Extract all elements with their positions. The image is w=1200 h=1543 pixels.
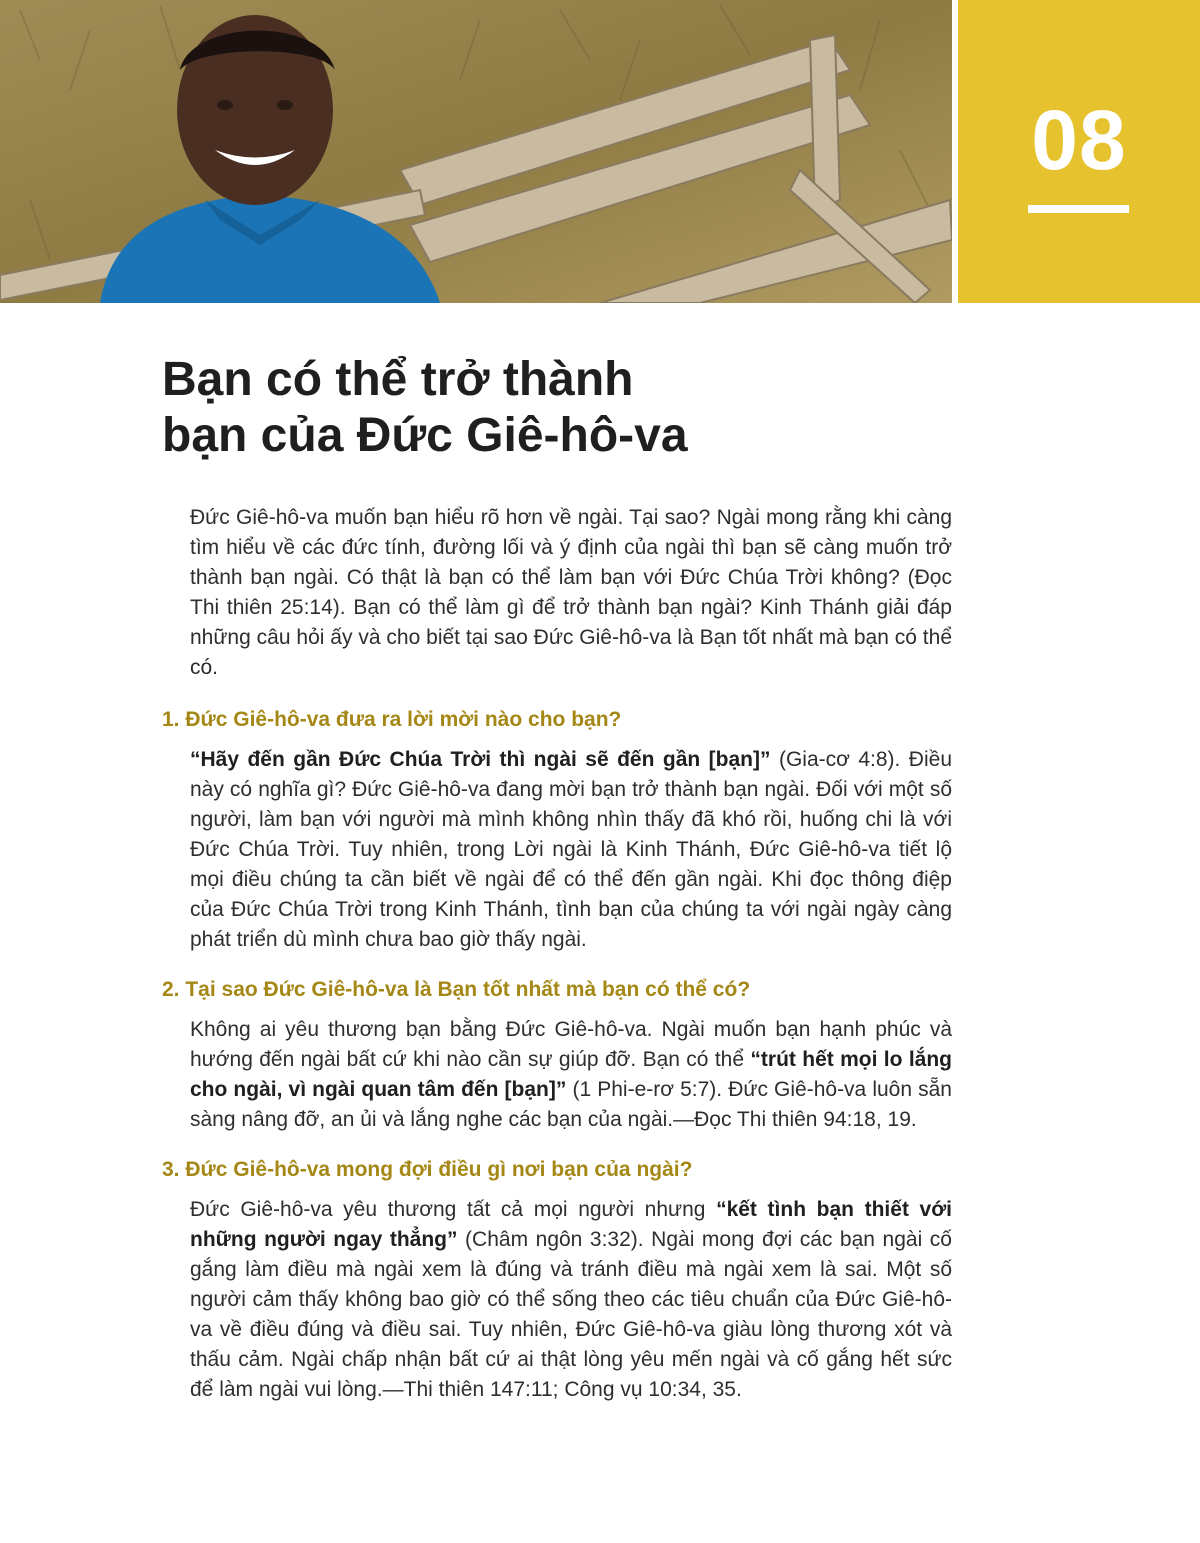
page-title — [162, 352, 922, 464]
answer-1 — [190, 745, 952, 955]
question-3: 3. Đức Giê-hô-va mong đợi điều gì nơi bạn của ngài? — [162, 1158, 693, 1181]
scripture-quote: “Hãy đến gần Đức Chúa Trời thì ngài sẽ đến gần [bạn]” — [190, 748, 771, 771]
answer-3 — [190, 1195, 952, 1405]
hero-illustration — [0, 0, 952, 303]
answer-2 — [190, 1015, 952, 1135]
lesson-content — [162, 503, 952, 1425]
question-1: 1. Đức Giê-hô-va đưa ra lời mời nào cho bạn? — [162, 708, 622, 731]
hero-photo — [0, 0, 952, 303]
question-2: 2. Tại sao Đức Giê-hô-va là Bạn tốt nhất mà bạn có thể có? — [162, 978, 751, 1001]
answer-text: (Châm ngôn 3:32). Ngài mong đợi các bạn ngài cố gắng làm điều mà ngài xem là đúng và tránh điều mà ngài xem là sai. Một số người cảm thấy không bao giờ có thể sống theo các tiêu chuẩn của Đức Giê-hô-va về điều đúng và điều sai. Tuy nhiên, Đức Giê-hô-va giàu lòng thương xót và thấu cảm. Ngài chấp nhận bất cứ ai thật lòng yêu mến ngài và cố gắng hết sức để làm ngài vui lòng.—Thi thiên 147:11; Công vụ 10:34, 35. — [190, 1228, 952, 1401]
answer-text: Không ai yêu thương bạn bằng Đức Giê-hô-va. Ngài muốn bạn hạnh phúc và hướng đến ngài bất cứ khi nào cần sự giúp đỡ. Bạn có thể — [190, 1018, 952, 1071]
title-line-2: bạn của Đức Giê-hô-va — [162, 409, 688, 462]
answer-text: (1 Phi-e-rơ 5:7). Đức Giê-hô-va luôn sẵn sàng nâng đỡ, an ủi và lắng nghe các bạn của ngài.—Đọc Thi thiên 94:18, 19. — [190, 1078, 952, 1131]
answer-text: (Gia-cơ 4:8). Điều này có nghĩa gì? Đức Giê-hô-va đang mời bạn trở thành bạn ngài. Đối với một số người, làm bạn với người mà mình không nhìn thấy đã khó rồi, huống chi là với Đức Chúa Trời. Tuy nhiên, trong Lời ngài là Kinh Thánh, Đức Giê-hô-va tiết lộ mọi điều chúng ta cần biết về ngài để có thể đến gần ngài. Khi đọc thông điệp của Đức Chúa Trời trong Kinh Thánh, tình bạn của chúng ta với ngài ngày càng phát triển dù mình chưa bao giờ thấy ngài. — [190, 748, 953, 951]
scripture-quote: “trút hết mọi lo lắng cho ngài, vì ngài quan tâm đến [bạn]” — [190, 1048, 952, 1101]
badge-divider — [1028, 205, 1129, 213]
scripture-quote: “kết tình bạn thiết với những người ngay thẳng” — [190, 1198, 953, 1251]
lesson-number: 08 — [1031, 93, 1127, 187]
title-line-1: Bạn có thể trở thành — [162, 353, 634, 406]
lesson-badge — [958, 0, 1200, 303]
answer-text: Đức Giê-hô-va yêu thương tất cả mọi người nhưng — [190, 1198, 717, 1221]
intro-paragraph: Đức Giê-hô-va muốn bạn hiểu rõ hơn về ngài. Tại sao? Ngài mong rằng khi càng tìm hiểu về các đức tính, đường lối và ý định của ngài thì bạn sẽ càng muốn trở thành bạn ngài. Có thật là bạn có thể làm bạn với Đức Chúa Trời không? (Đọc Thi thiên 25:14). Bạn có thể làm gì để trở thành bạn ngài? Kinh Thánh giải đáp những câu hỏi ấy và cho biết tại sao Đức Giê-hô-va là Bạn tốt nhất mà bạn có thể có. — [190, 506, 952, 679]
